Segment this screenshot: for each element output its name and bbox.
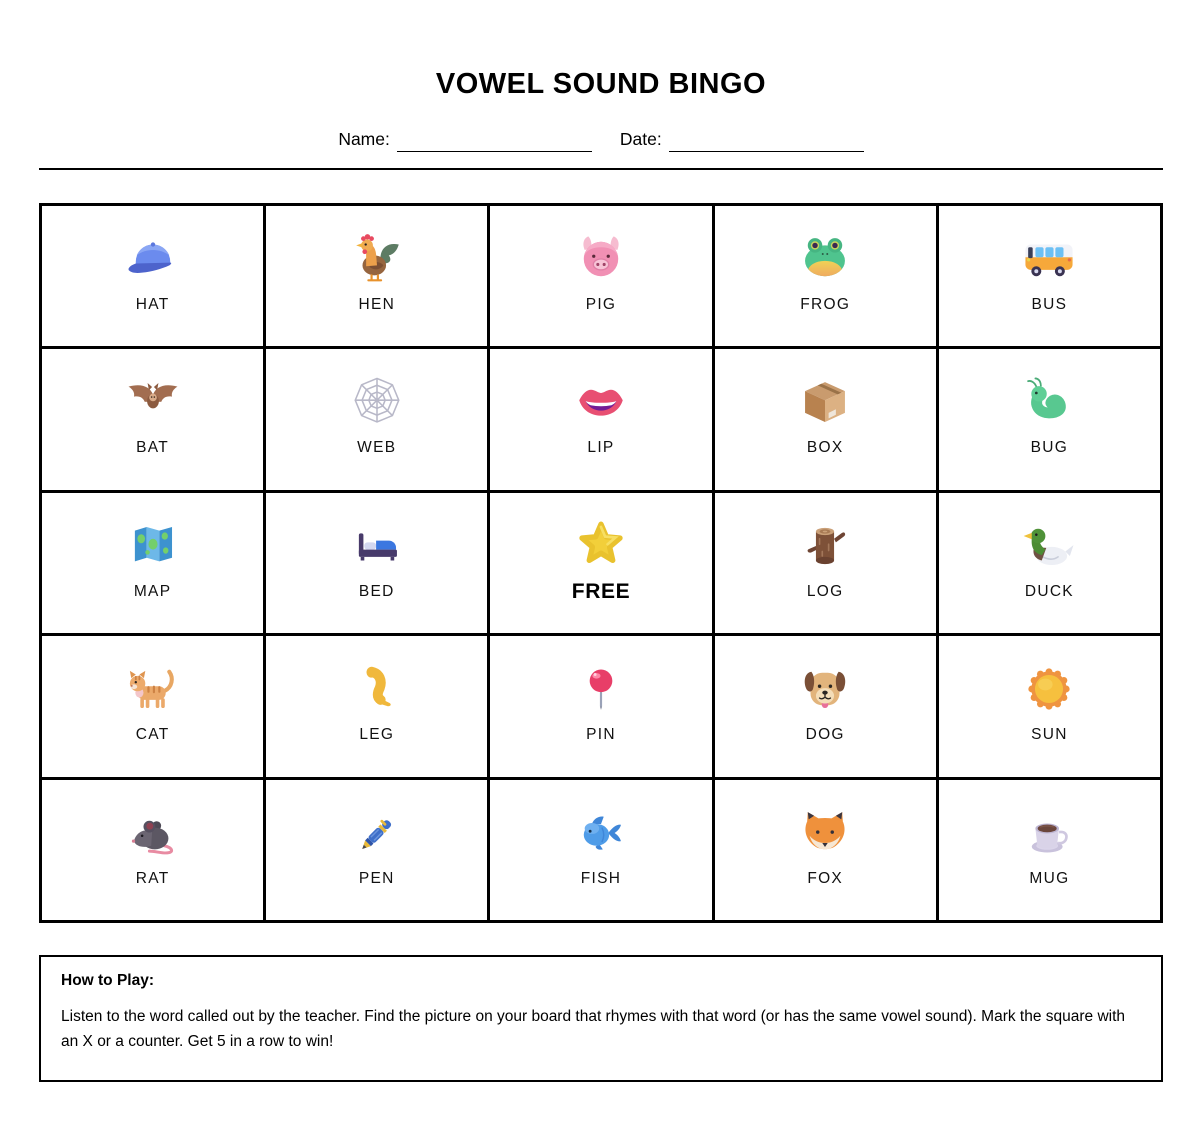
cell-label: HAT — [135, 296, 170, 313]
bingo-cell-rat — [42, 780, 263, 920]
name-date-row — [39, 129, 1163, 152]
cell-label: MUG — [1029, 869, 1070, 887]
round-pin-icon — [572, 660, 630, 718]
how-to-play-text: Listen to the word called out by the teacher. Find the picture on your board that rhymes with that word (or has the same vowel sound). Mark the square with an X or a counter. Get 5 in a row to win! — [61, 1008, 1126, 1051]
bingo-cell-sun — [939, 636, 1160, 776]
cell-label: SUN — [1031, 726, 1068, 744]
wood-log-icon — [796, 517, 854, 575]
bingo-cell-bus — [939, 206, 1160, 346]
bingo-cell-leg — [266, 636, 487, 776]
duck-icon — [1020, 517, 1078, 575]
date-blank-line — [669, 131, 864, 152]
name-label: Name: — [338, 129, 390, 149]
bingo-cell-free — [490, 493, 711, 633]
bingo-cell-web — [266, 349, 487, 489]
bingo-cell-pin — [490, 636, 711, 776]
mug-icon — [1020, 804, 1078, 862]
leg-icon — [348, 660, 406, 718]
cell-label: LEG — [359, 726, 395, 744]
rat-icon — [124, 804, 182, 862]
cell-label: PIN — [586, 726, 616, 744]
fox-face-icon — [796, 804, 854, 862]
bingo-cell-log — [715, 493, 936, 633]
bingo-cell-pig — [490, 206, 711, 346]
bingo-cell-pen — [266, 780, 487, 920]
date-label: Date: — [619, 129, 662, 149]
sun-icon — [1020, 660, 1078, 718]
bingo-cell-dog — [715, 636, 936, 776]
cell-label: BOX — [806, 439, 844, 457]
bus-icon — [1020, 230, 1078, 288]
cell-label: PEN — [358, 869, 395, 887]
bingo-cell-bat — [42, 349, 263, 489]
cell-label: PIG — [585, 296, 617, 313]
pig-face-icon — [572, 230, 630, 288]
package-box-icon — [796, 373, 854, 431]
how-to-play-box — [39, 955, 1163, 1082]
cat-icon — [124, 660, 182, 718]
bat-icon — [124, 373, 182, 431]
cell-label: DUCK — [1024, 582, 1074, 600]
date-group — [620, 129, 864, 152]
rooster-icon — [348, 230, 406, 288]
cell-label: LOG — [806, 582, 844, 600]
spider-web-icon — [348, 373, 406, 431]
bingo-cell-map — [42, 493, 263, 633]
bingo-cell-duck — [939, 493, 1160, 633]
bed-icon — [348, 517, 406, 575]
bingo-cell-fox — [715, 780, 936, 920]
cell-label: BED — [358, 582, 395, 600]
cell-label: CAT — [135, 726, 170, 744]
dog-face-icon — [796, 660, 854, 718]
bingo-cell-bed — [266, 493, 487, 633]
free-space-label: FREE — [571, 579, 631, 603]
frog-face-icon — [796, 230, 854, 288]
bingo-grid — [39, 203, 1163, 923]
bingo-cell-bug — [939, 349, 1160, 489]
header-divider — [39, 168, 1163, 170]
cell-label: LIP — [587, 439, 615, 457]
bingo-cell-fish — [490, 780, 711, 920]
cell-label: FISH — [580, 869, 622, 887]
name-blank-line — [397, 131, 592, 152]
cell-label: HEN — [358, 296, 396, 313]
cell-label: RAT — [135, 869, 170, 887]
cell-label: FOX — [807, 869, 844, 887]
name-group — [338, 129, 592, 152]
bingo-cell-mug — [939, 780, 1160, 920]
bingo-cell-box — [715, 349, 936, 489]
cell-label: BUS — [1031, 296, 1068, 313]
cell-label: MAP — [133, 582, 172, 600]
cell-label: WEB — [357, 439, 397, 457]
pen-icon — [348, 804, 406, 862]
cell-label: FROG — [800, 296, 851, 313]
bingo-cell-hat — [42, 206, 263, 346]
how-to-play-heading: How to Play: — [61, 972, 155, 989]
bingo-cell-frog — [715, 206, 936, 346]
bingo-cell-hen — [266, 206, 487, 346]
cell-label: BUG — [1030, 439, 1069, 457]
lips-icon — [572, 373, 630, 431]
bingo-cell-lip — [490, 349, 711, 489]
page-title: VOWEL SOUND BINGO — [435, 68, 767, 100]
world-map-icon — [124, 517, 182, 575]
fish-icon — [572, 804, 630, 862]
bingo-cell-cat — [42, 636, 263, 776]
cap-icon — [124, 230, 182, 288]
cell-label: DOG — [805, 726, 845, 744]
cell-label: BAT — [136, 439, 170, 457]
caterpillar-icon — [1020, 373, 1078, 431]
star-icon — [572, 517, 630, 575]
